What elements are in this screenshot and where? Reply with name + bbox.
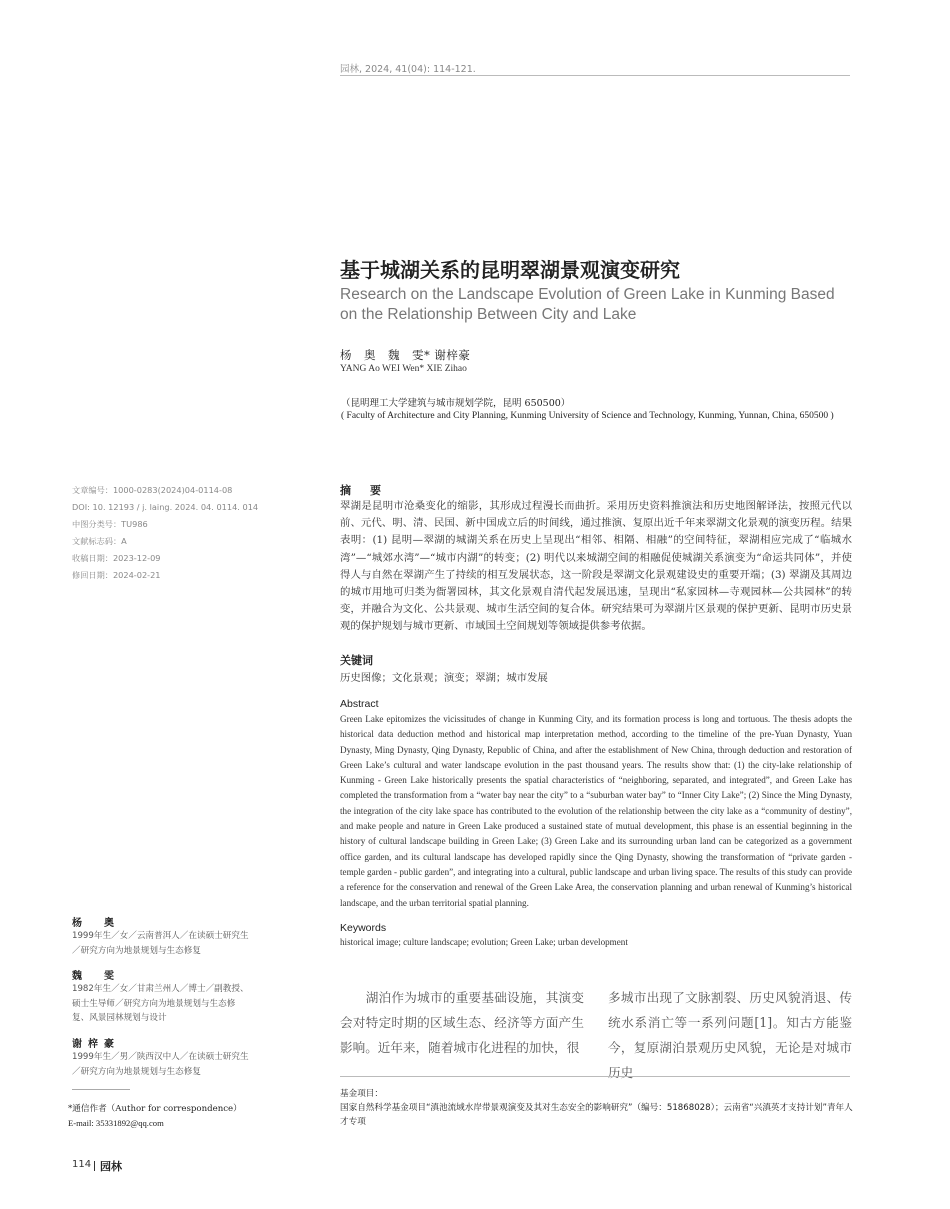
author-bio-text: 1999年生／男／陕西汉中人／在读硕士研究生／研究方向为地景规划与生态修复 xyxy=(72,1052,249,1077)
keywords-heading-english: Keywords xyxy=(340,922,387,934)
title-chinese: 基于城湖关系的昆明翠湖景观演变研究 xyxy=(340,258,680,282)
funding-heading: 基金项目： xyxy=(340,1089,383,1099)
received-date: 收稿日期：2023-12-09 xyxy=(72,553,161,563)
keywords-heading-chinese: 关键词 xyxy=(340,654,373,667)
abstract-chinese: 翠湖是昆明市沧桑变化的缩影，其形成过程漫长而曲折。采用历史资料推演法和历史地图解译法，按照元代以前、元代、明、清、民国、新中国成立后的时间线，通过推演、复原出近千年来翠湖文化景观的演变历程。结果表明：(1) 昆明—翠湖的城湖关系在历史上呈现出“相邻、相隔、相融”的空间特征，翠湖相应完成了“临城水湾”—“城郊水湾”—“城市内湖”的转变；(2) 明代以来城湖空间的相融促使城湖关系演变为“命运共同体”，并使得人与自然在翠湖产生了持续的相互发展状态，这一阶段是翠湖文化景观建设史的重要开端；(3) 翠湖及其周边的城市用地可归类为衙署园林，其文化景观自清代起发展迅速，呈现出“私家园林—寺观园林—公共园林”的转变，并融合为文化、公共景观、城市生活空间的复合体。研究结果可为翠湖片区景观的保护更新、昆明市历史景观的保护规划与城市更新、市域国土空间规划等领域提供参考依据。 xyxy=(340,500,852,633)
abstract-english: Green Lake epitomizes the vicissitudes of change in Kunming City, and its formation process is long and tortuous. The thesis adopts the historical data deduction method and historical map interpretation method, according to the timeline of the pre-Yuan Dynasty, Yuan Dynasty, Ming Dynasty, Qing Dynasty, Republic of China, and after the establishment of New China, through deduction and restoration of Green Lake’s cultural and water landscape evolution in the past thousand years. The results show that: (1) the city-lake relationship of Kunming - Green Lake historically presents the spatial characteristics of “neighboring, separated, and integrated”, and Green Lake has completed the transformation from a “water bay near the city” to a “suburban water bay” to “Inner City Lake”; (2) Since the Ming Dynasty, the integration of the city lake space has contributed to the evolution of the relationship between the city lake as a “community of destiny”, and make people and nature in Green Lake produced a sustained state of mutual development, this phase is an essential beginning in the history of cultural landscape building in Green Lake; (3) Green Lake and its surrounding urban land can be categorized as a government office garden, and its cultural landscape has developed rapidly since the Qing Dynasty, showing the transformation of “private garden - temple garden - public garden”, and integrating into a cultural, public landscape and urban living space. The results of this study can provide a reference for the conservation and renewal of the Green Lake Area, the conservation planning and urban renewal of Kunming’s historical landscape, and the urban territorial spatial planning. xyxy=(340,714,852,908)
clc-number: 中图分类号：TU986 xyxy=(72,519,148,529)
affiliation-english: ( Faculty of Architecture and City Planning, Kunming University of Science and Technology, Kunming, Yunnan, China, 650500 ) xyxy=(341,411,834,421)
body-column-right: 多城市出现了文脉割裂、历史风貌消退、传统水系消亡等一系列问题[1]。知古方能鉴今，复原湖泊景观历史风貌，无论是对城市历史 xyxy=(608,990,852,1080)
revised-date: 修回日期：2024-02-21 xyxy=(72,570,161,580)
article-meta xyxy=(72,482,258,584)
author-bio-text: 1982年生／女／甘肃兰州人／博士／副教授、硕士生导师／研究方向为地景规划与生态修复、风景园林规划与设计 xyxy=(72,984,249,1023)
abstract-heading-chinese: 摘 要 xyxy=(340,484,385,497)
author-bio-text: 1999年生／女／云南普洱人／在读硕士研究生／研究方向为地景规划与生态修复 xyxy=(72,931,249,956)
doi: DOI: 10. 12193 / j. laing. 2024. 04. 0114. 014 xyxy=(72,502,259,512)
header-rule xyxy=(340,75,850,76)
journal-citation: 园林, 2024, 41(04): 114-121. xyxy=(340,64,476,75)
authors-english: YANG Ao WEI Wen* XIE Zihao xyxy=(340,364,467,374)
authors-chinese: 杨 奥 魏 雯* 谢梓豪 xyxy=(340,348,471,362)
bio-divider xyxy=(72,1089,130,1090)
author-bio-name: 杨 奥 xyxy=(72,918,120,929)
document-code: 文献标志码：A xyxy=(72,536,127,546)
journal-name: 园林 xyxy=(100,1160,122,1173)
keywords-chinese: 历史图像；文化景观；演变；翠湖；城市发展 xyxy=(340,672,548,684)
correspondence-email: E-mail: 35331892@qq.com xyxy=(68,1118,164,1128)
author-bio-name: 魏 雯 xyxy=(72,971,120,982)
footer-separator xyxy=(94,1161,95,1171)
affiliation-chinese: （昆明理工大学建筑与城市规划学院，昆明 650500） xyxy=(341,398,571,409)
correspondence-label: *通信作者（Author for correspondence） xyxy=(68,1104,242,1114)
funding-text: 国家自然科学基金项目“滇池流域水岸带景观演变及其对生态安全的影响研究”（编号：51868028）；云南省“兴滇英才支持计划”青年人才专项 xyxy=(340,1103,853,1127)
author-bio-name: 谢梓豪 xyxy=(72,1039,120,1050)
page-number: 114 xyxy=(72,1159,92,1170)
keywords-english: historical image; culture landscape; evolution; Green Lake; urban development xyxy=(340,937,628,947)
body-column-left: 湖泊作为城市的重要基础设施，其演变会对特定时期的区域生态、经济等方面产生影响。近年来，随着城市化进程的加快，很 xyxy=(340,990,584,1055)
correspondence xyxy=(68,1102,242,1130)
title-english: Research on the Landscape Evolution of Green Lake in Kunming Based on the Relationship Between City and Lake xyxy=(340,286,835,323)
funding-rule xyxy=(340,1076,850,1077)
abstract-heading-english: Abstract xyxy=(340,698,379,710)
article-number: 文章编号：1000-0283(2024)04-0114-08 xyxy=(72,485,233,495)
